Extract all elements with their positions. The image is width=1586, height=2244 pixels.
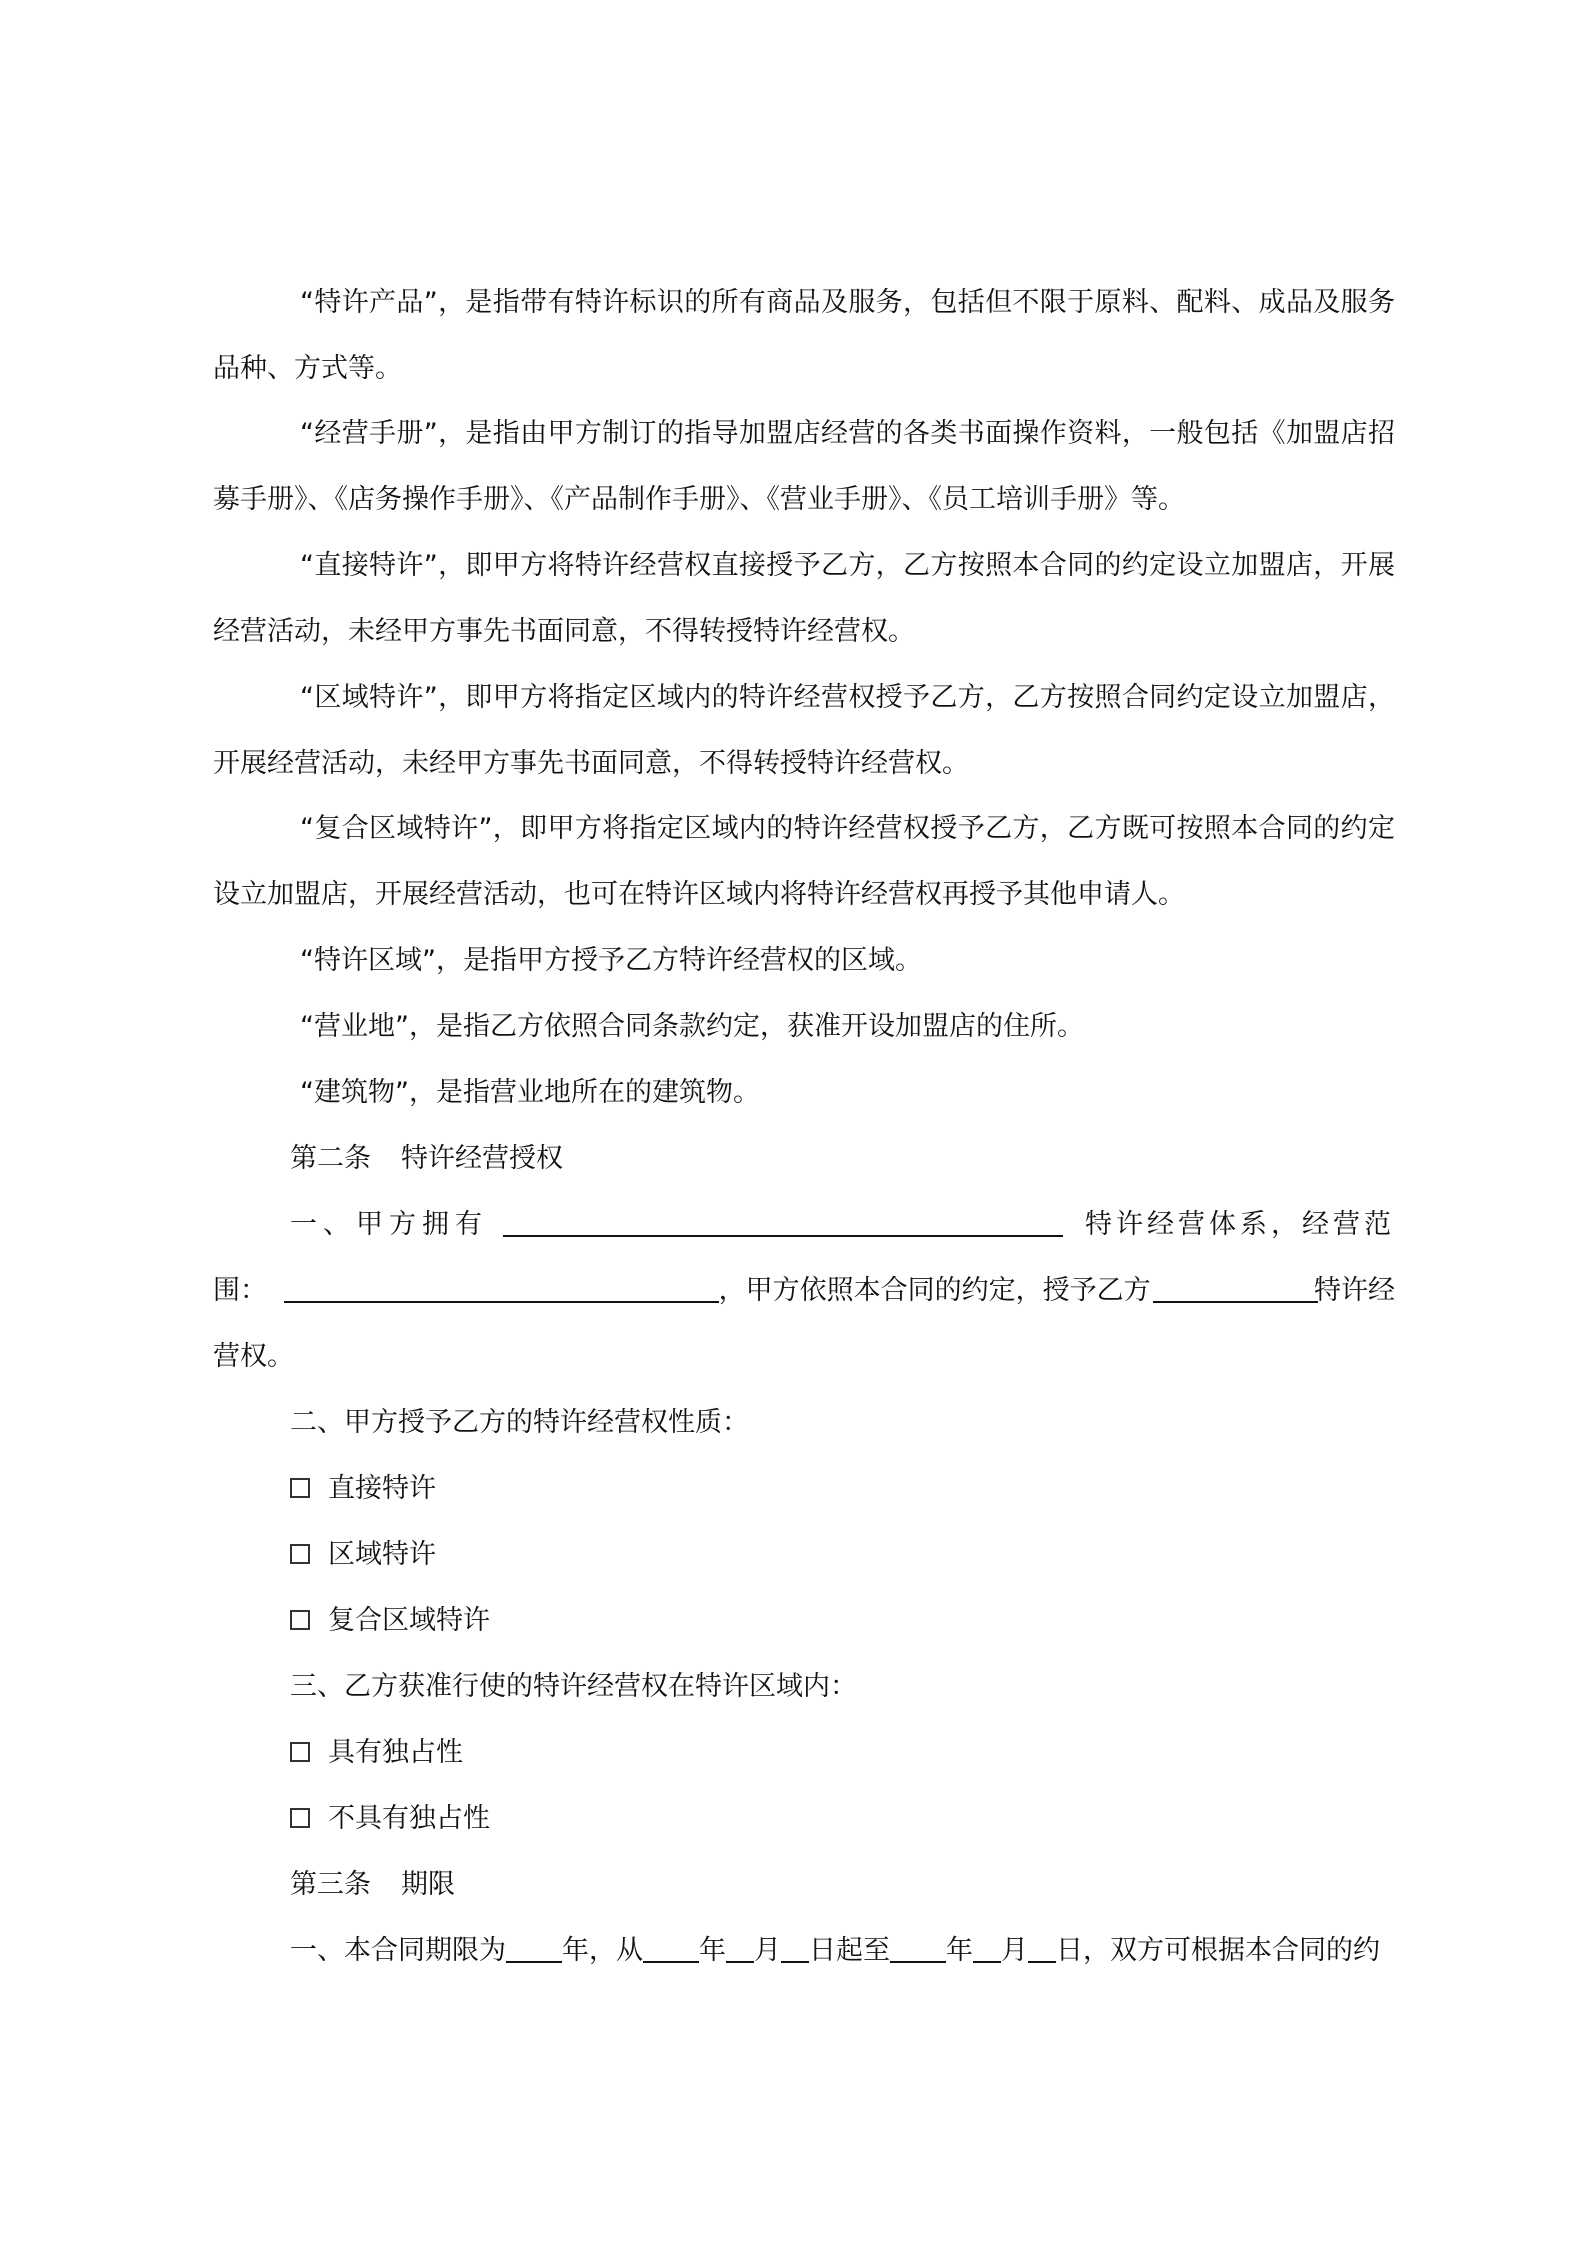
definition-line: “经营手册”，是指由甲方制订的指导加盟店经营的各类书面操作资料，一般包括《加盟店招 <box>300 418 1395 449</box>
checkbox-label: 具有独占性 <box>328 1737 463 1768</box>
fill-blank-start-month[interactable] <box>726 1935 754 1963</box>
checkbox-icon[interactable] <box>290 1808 310 1828</box>
article-number: 第二条 <box>290 1143 371 1174</box>
paragraph-text: 月 <box>754 1935 781 1966</box>
paragraph-text: 日起至 <box>809 1935 890 1966</box>
paragraph-text: 特许经营体系，经营范 <box>1085 1209 1395 1240</box>
checkbox-option[interactable] <box>290 1801 490 1837</box>
definition-line: 开展经营活动，未经甲方事先书面同意，不得转授特许经营权。 <box>213 748 969 779</box>
checkbox-icon[interactable] <box>290 1610 310 1630</box>
paragraph-text: 年 <box>946 1935 973 1966</box>
paragraph-text: 围： <box>213 1275 267 1306</box>
fill-blank-franchise-type[interactable] <box>1153 1275 1318 1303</box>
article-title: 期限 <box>401 1869 455 1900</box>
checkbox-icon[interactable] <box>290 1478 310 1498</box>
checkbox-label: 复合区域特许 <box>328 1605 490 1636</box>
paragraph-text: 年 <box>699 1935 726 1966</box>
definition-line: 经营活动，未经甲方事先书面同意，不得转授特许经营权。 <box>213 616 915 647</box>
article-title: 特许经营授权 <box>401 1143 563 1174</box>
definition-line: “特许区域”，是指甲方授予乙方特许经营权的区域。 <box>300 945 922 976</box>
fill-blank-end-year[interactable] <box>890 1935 946 1963</box>
paragraph-text: 一、本合同期限为 <box>290 1935 506 1966</box>
checkbox-label: 直接特许 <box>328 1473 436 1504</box>
definition-line: “复合区域特许”，即甲方将指定区域内的特许经营权授予乙方，乙方既可按照本合同的约定 <box>300 813 1395 844</box>
paragraph-text: 年，从 <box>562 1935 643 1966</box>
definition-line: 募手册》、《店务操作手册》、《产品制作手册》、《营业手册》、《员工培训手册》等。 <box>213 484 1185 515</box>
definition-line: “特许产品”，是指带有特许标识的所有商品及服务，包括但不限于原料、配料、成品及服务 <box>300 287 1395 318</box>
article-heading <box>290 1867 455 1903</box>
definition-line: “直接特许”，即甲方将特许经营权直接授予乙方，乙方按照本合同的约定设立加盟店，开展 <box>300 550 1395 581</box>
checkbox-icon[interactable] <box>290 1742 310 1762</box>
definition-line: 设立加盟店，开展经营活动，也可在特许区域内将特许经营权再授予其他申请人。 <box>213 879 1185 910</box>
checkbox-option[interactable] <box>290 1603 490 1639</box>
paragraph-line: 营权。 <box>213 1341 294 1372</box>
fill-blank-system-name[interactable] <box>503 1209 1063 1237</box>
paragraph-text: 月 <box>1001 1935 1028 1966</box>
checkbox-icon[interactable] <box>290 1544 310 1564</box>
paragraph-text: 日，双方可根据本合同的约 <box>1056 1935 1380 1966</box>
definition-line: “区域特许”，即甲方将指定区域内的特许经营权授予乙方，乙方按照合同约定设立加盟店， <box>300 682 1395 713</box>
checkbox-option[interactable] <box>290 1735 463 1771</box>
checkbox-option[interactable] <box>290 1471 436 1507</box>
paragraph-text: 特许经 <box>1314 1275 1395 1306</box>
paragraph-line <box>290 1933 1380 1969</box>
fill-blank-end-month[interactable] <box>973 1935 1001 1963</box>
checkbox-label: 不具有独占性 <box>328 1803 490 1834</box>
paragraph-line: 二、甲方授予乙方的特许经营权性质： <box>290 1407 749 1438</box>
paragraph-text: 一、甲方拥有 <box>290 1209 488 1240</box>
paragraph-text: ，甲方依照本合同的约定，授予乙方 <box>718 1275 1151 1306</box>
fill-blank-business-scope[interactable] <box>284 1275 719 1303</box>
fill-blank-start-day[interactable] <box>781 1935 809 1963</box>
fill-blank-start-year[interactable] <box>643 1935 699 1963</box>
definition-line: 品种、方式等。 <box>213 353 402 384</box>
paragraph-line <box>290 1207 1395 1243</box>
article-number: 第三条 <box>290 1869 371 1900</box>
definition-line: “营业地”，是指乙方依照合同条款约定，获准开设加盟店的住所。 <box>300 1011 1084 1042</box>
checkbox-option[interactable] <box>290 1537 436 1573</box>
definition-line: “建筑物”，是指营业地所在的建筑物。 <box>300 1077 760 1108</box>
paragraph-line <box>213 1273 1395 1309</box>
fill-blank-end-day[interactable] <box>1028 1935 1056 1963</box>
fill-blank-years[interactable] <box>506 1935 562 1963</box>
article-heading <box>290 1141 563 1177</box>
checkbox-label: 区域特许 <box>328 1539 436 1570</box>
paragraph-line: 三、乙方获准行使的特许经营权在特许区域内： <box>290 1671 857 1702</box>
